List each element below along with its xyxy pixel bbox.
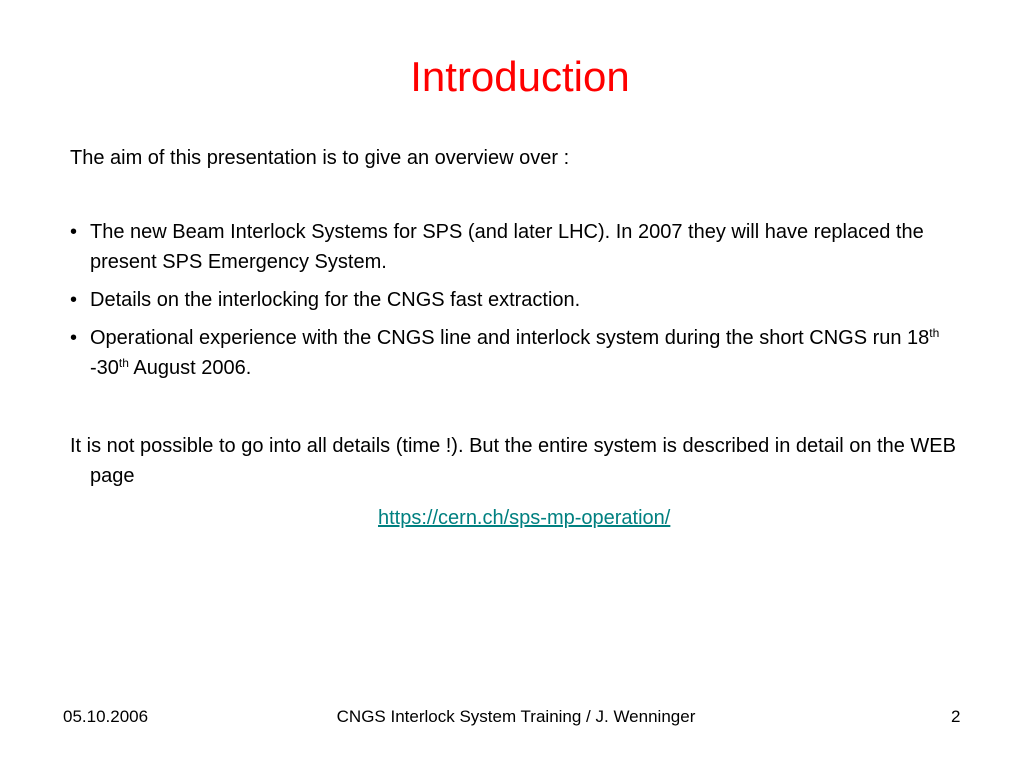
intro-text: The aim of this presentation is to give an overview over : [70,147,570,169]
slide-title: Introduction [410,53,630,100]
bullet-marker: • [70,289,78,311]
superscript: th [929,326,940,340]
bullet-marker: • [70,327,78,349]
note-text: It is not possible to go into all details (time !). But the entire system is described in detail on the WEB page [70,435,956,487]
bullet-text: Details on the interlocking for the CNGS fast extraction. [90,289,581,311]
superscript: th [118,356,129,370]
footer-date: 05.10.2006 [63,707,149,726]
bullet-text [90,327,939,379]
list-item [70,323,950,383]
bullet-text-part: August 2006. [128,357,252,379]
web-page-link[interactable]: https://cern.ch/sps-mp-operation/ [378,507,671,529]
bullet-text-part: Operational experience with the CNGS line and interlock system during the short CNGS run 18 [90,327,930,349]
bullet-text-part: -30 [90,357,119,379]
footer-title: CNGS Interlock System Training / J. Wenninger [336,707,696,726]
bullet-text: The new Beam Interlock Systems for SPS (and later LHC). In 2007 they will have replaced the present SPS Emergency System. [90,221,924,273]
bullet-marker: • [70,221,78,243]
list-item [70,285,950,315]
bullet-list [70,217,950,391]
list-item [70,217,950,277]
page-number: 2 [951,707,961,726]
